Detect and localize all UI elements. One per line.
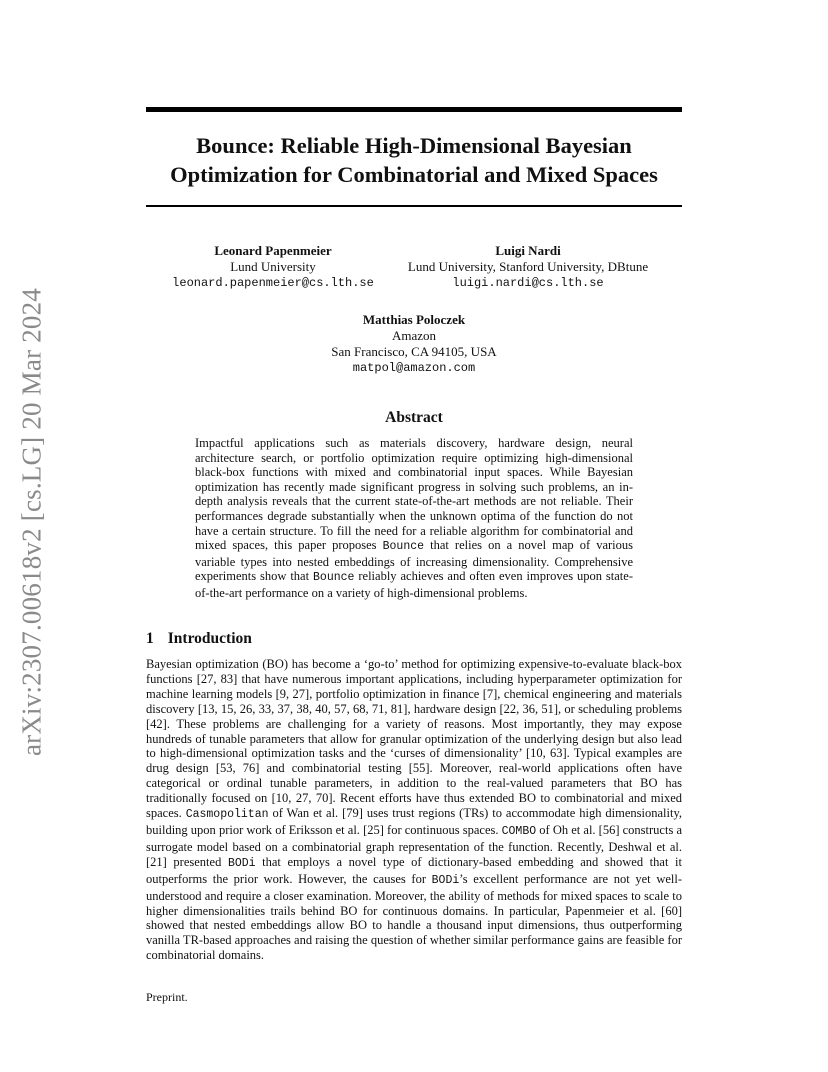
title-line-1: Bounce: Reliable High-Dimensional Bayesian	[196, 133, 632, 158]
author-affiliation: Amazon	[391, 328, 437, 343]
intro-paragraph: Bayesian optimization (BO) has become a ‘go-to’ method for optimizing expensive-to-evaluate black-box functions [27, 83] that have numerous important applications, including hyperparameter optimization for machine learning models [9, 27], portfolio optimization in finance [7], chemical engineering and materials discovery [13, 15, 26, 33, 37, 38, 40, 57, 68, 71, 81], hardware design [22, 36, 51], or scheduling problems [42]. These problems are challenging for a variety of reasons. Most importantly, they may expose hundreds of tunable parameters that allow for granular optimization of the underlying design but also lead to high-dimensional optimization tasks and the ‘curses of dimensionality’ [10, 63]. Typical examples are drug design [53, 76] and combinatorial testing [55]. Moreover, real-world applications often have categorical or ordinal tunable parameters, in addition to the real-valued parameters that BO has traditionally focused on [10, 27, 70]. Recent efforts have thus extended BO to combinatorial and mixed spaces. Casmopolitan of Wan et al. [79] uses trust regions (TRs) to accommodate high dimensionality, building upon prior work of Eriksson et al. [25] for continuous spaces. COMBO of Oh et al. [56] constructs a surrogate model based on a combinatorial graph representation of the function. Recently, Deshwal et al. [21] presented BODi that employs a novel type of dictionary-based embedding and showed that it outperforms the prior work. However, the causes for BODi’s excellent performance are not yet well-understood and require a closer examination. Moreover, the ability of methods for mixed spaces to scale to higher dimensionalities trails behind BO for continuous domains. In particular, Papenmeier et al. [60] showed that nested embeddings allow BO to handle a thousand input dimensions, thus outperforming vanilla TR-based approaches and raising the question of whether similar performance gains are feasible for combinatorial domains.	[146, 657, 683, 963]
author-block-3	[306, 312, 522, 376]
title-rule-top	[146, 107, 682, 112]
author-address: San Francisco, CA 94105, USA	[331, 344, 497, 359]
author-name: Leonard Papenmeier	[214, 243, 332, 258]
section-title: Introduction	[167, 630, 252, 647]
arxiv-identifier: arXiv:2307.00618v2 [cs.LG] 20 Mar 2024	[16, 287, 47, 757]
section-number: 1	[146, 630, 154, 647]
author-email: matpol@amazon.com	[352, 361, 476, 375]
author-block-1	[166, 243, 380, 291]
title-line-2: Optimization for Combinatorial and Mixed Spaces	[170, 162, 658, 187]
section-heading	[146, 630, 252, 648]
footer-note: Preprint.	[146, 990, 188, 1004]
author-affiliation: Lund University	[230, 259, 316, 274]
code-name: BODi	[227, 856, 256, 870]
author-name: Matthias Poloczek	[362, 312, 466, 327]
code-name: Bounce	[313, 571, 355, 585]
author-email: leonard.papenmeier@cs.lth.se	[172, 276, 374, 290]
code-name: Casmopolitan	[185, 808, 269, 822]
author-name: Luigi Nardi	[495, 243, 561, 258]
author-email: luigi.nardi@cs.lth.se	[452, 276, 604, 290]
paper-title	[146, 131, 682, 189]
code-name: Bounce	[382, 540, 425, 554]
author-block-2	[390, 243, 666, 291]
author-affiliation: Lund University, Stanford University, DBtune	[407, 259, 649, 274]
title-rule-bottom	[146, 205, 682, 207]
abstract-heading: Abstract	[385, 409, 443, 426]
code-name: BODi	[431, 873, 460, 887]
abstract-text: Impactful applications such as materials discovery, hardware design, neural architecture search, or portfolio optimization require optimizing high-dimensional black-box functions with mixed and combinatorial input spaces. While Bayesian optimization has recently made significant progress in solving such problems, an in-depth analysis reveals that the current state-of-the-art methods are not reliable. Their performances degrade substantially when the unknown optima of the function do not have a certain structure. To fill the need for a reliable algorithm for combinatorial and mixed spaces, this paper proposes Bounce that relies on a novel map of various variable types into nested embeddings of increasing dimensionality. Comprehensive experiments show that Bounce reliably achieves and often even improves upon state-of-the-art performance on a variety of high-dimensional problems.	[195, 436, 633, 600]
code-name: COMBO	[501, 824, 537, 838]
